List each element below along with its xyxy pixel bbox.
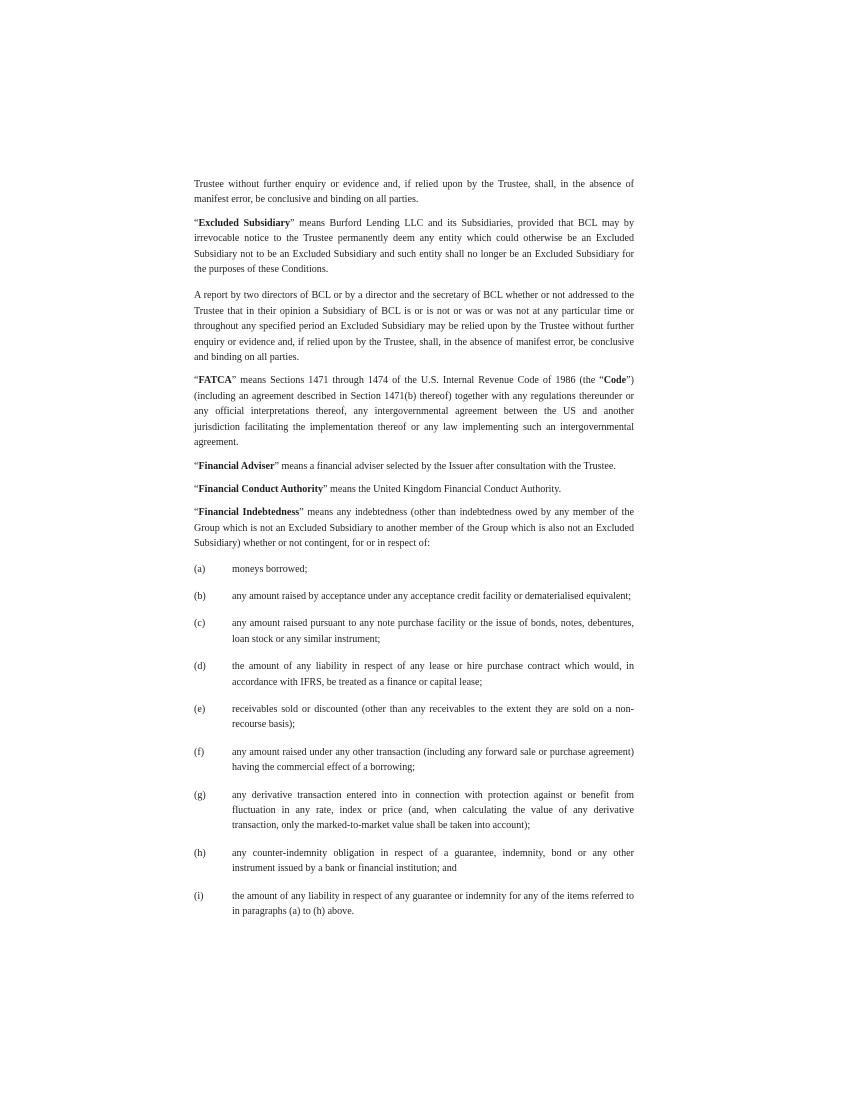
- definition-text: ” means Burford Lending LLC and its Subsidiaries, provided that BCL may by irrevocable notice to the Trustee permanently deem any entity which could otherwise be an Excluded Subsidiary not to be an Excluded Subsidiary and such entity shall no longer be an Excluded Subsidiary for the purposes of these Conditions.: [194, 217, 634, 276]
- item-text: the amount of any liability in respect of any lease or hire purchase contract which would, in accordance with IFRS, be treated as a finance or capital lease;: [232, 661, 634, 688]
- list-item: [194, 889, 634, 920]
- defined-term-code: Code: [603, 375, 627, 387]
- item-text: any derivative transaction entered into in connection with protection against or benefit from fluctuation in any rate, index or price (and, when calculating the value of any derivative transaction, only the marked-to-market value shall be taken into account);: [232, 789, 634, 832]
- document-page: [194, 177, 634, 931]
- item-text: any amount raised by acceptance under any acceptance credit facility or dematerialised equivalent;: [232, 590, 632, 602]
- item-label: (g): [194, 789, 206, 801]
- item-text: receivables sold or discounted (other than any receivables to the extent they are sold on a non-recourse basis);: [232, 703, 634, 731]
- defined-term: FATCA: [198, 375, 232, 387]
- definition-financial-adviser: [194, 459, 634, 474]
- item-label: (b): [194, 590, 206, 602]
- indebtedness-items-list: [194, 562, 634, 920]
- defined-term: Financial Indebtedness: [198, 507, 300, 519]
- definition-text: ” means any indebtedness (other than indebtedness owed by any member of the Group which is not an Excluded Subsidiary to another member of the Group which is also not an Excluded Subsidiary) whether or not contingent, for or in respect of:: [194, 507, 634, 550]
- definition-text: ” means the United Kingdom Financial Conduct Authority.: [323, 483, 562, 495]
- list-item: [194, 562, 634, 577]
- item-text: any counter-indemnity obligation in respect of a guarantee, indemnity, bond or any other instrument issued by a bank or financial institution; and: [232, 847, 634, 875]
- list-item: [194, 616, 634, 647]
- definition-text: ” means a financial adviser selected by the Issuer after consultation with the Trustee.: [274, 460, 616, 472]
- list-item: [194, 745, 634, 776]
- item-label: (a): [194, 563, 206, 575]
- definition-financial-indebtedness: [194, 505, 634, 551]
- definition-excluded-subsidiary: [194, 216, 634, 278]
- definition-text: ” means Sections 1471 through 1474 of the U.S. Internal Revenue Code of 1986 (the “: [231, 375, 604, 387]
- item-text: any amount raised under any other transaction (including any forward sale or purchase agreement) having the commercial effect of a borrowing;: [232, 746, 634, 774]
- paragraph-continuation: Trustee without further enquiry or evidence and, if relied upon by the Trustee, shall, in the absence of manifest error, be conclusive and binding on all parties.: [194, 179, 634, 206]
- list-item: [194, 589, 634, 604]
- quote-open: “: [194, 507, 199, 519]
- definition-financial-conduct-authority: [194, 482, 634, 497]
- item-label: (d): [194, 661, 206, 673]
- quote-open: “: [194, 460, 199, 472]
- item-label: (e): [194, 703, 206, 715]
- item-text: moneys borrowed;: [232, 563, 308, 575]
- item-label: (h): [194, 847, 206, 859]
- list-item: [194, 788, 634, 834]
- quote-open: “: [194, 483, 199, 495]
- list-item: [194, 702, 634, 733]
- paragraph-report: A report by two directors of BCL or by a director and the secretary of BCL whether or not addressed to the Trustee that in their opinion a Subsidiary of BCL is or is not or was or was not at any particular time or throughout any specified period an Excluded Subsidiary may be relied upon by the Trustee without further enquiry or evidence and, if relied upon by the Trustee, shall, in the absence of manifest error, be conclusive and binding on all parties.: [194, 290, 634, 364]
- quote-open: “: [194, 375, 199, 387]
- item-text: any amount raised pursuant to any note purchase facility or the issue of bonds, notes, debentures, loan stock or any similar instrument;: [232, 618, 634, 645]
- item-label: (f): [194, 746, 205, 758]
- definition-fatca: [194, 373, 634, 450]
- list-item: [194, 846, 634, 877]
- item-label: (c): [194, 618, 206, 630]
- item-label: (i): [194, 890, 204, 902]
- defined-term: Financial Conduct Authority: [198, 483, 323, 495]
- definition-text-rest: ”) (including an agreement described in Section 1471(b) thereof) together with any regulations thereunder or any official interpretations thereof, any intergovernmental agreement between the US and another jurisdiction facilitating the implementation thereof or any law implementing such an intergovernmental agreement.: [194, 375, 634, 449]
- item-text: the amount of any liability in respect of any guarantee or indemnity for any of the items referred to in paragraphs (a) to (h) above.: [232, 890, 634, 918]
- defined-term: Financial Adviser: [198, 460, 275, 472]
- quote-open: “: [194, 217, 199, 229]
- defined-term: Excluded Subsidiary: [198, 217, 291, 229]
- list-item: [194, 659, 634, 690]
